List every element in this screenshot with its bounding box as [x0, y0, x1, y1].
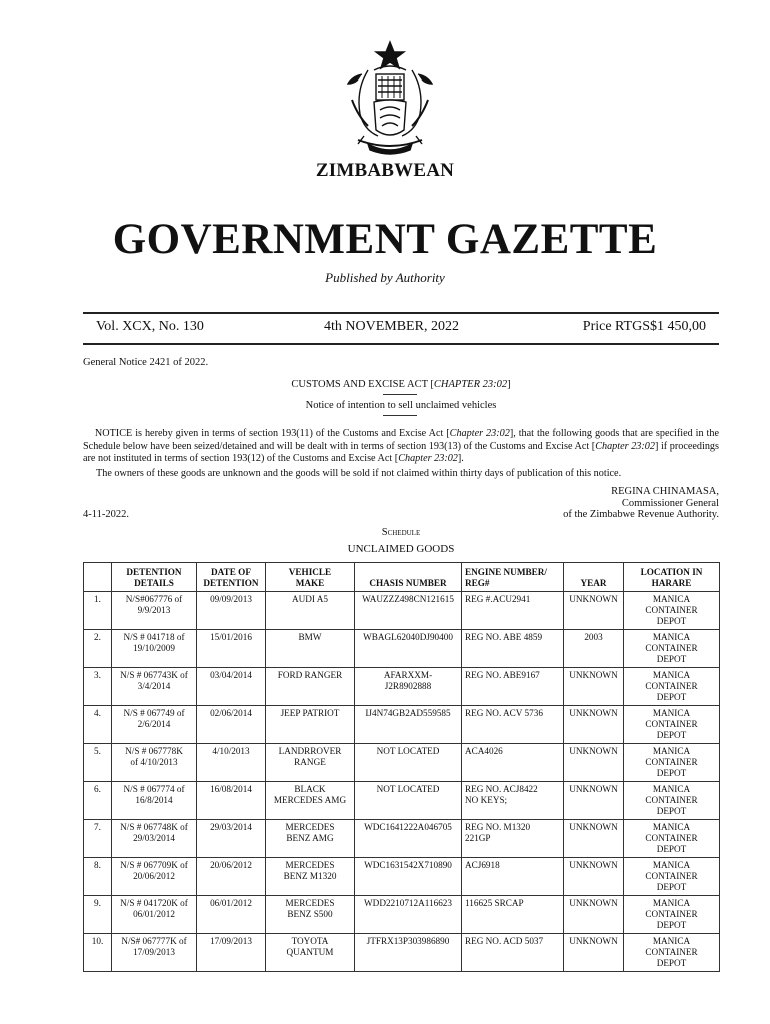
cell-detention-details: N/S # 067743K of 3/4/2014 — [112, 668, 197, 706]
cell-vehicle-make: MERCEDES BENZ M1320 — [266, 858, 355, 896]
cell-detention-details: N/S#067776 of 9/9/2013 — [112, 592, 197, 630]
cell-location: MANICA CONTAINER DEPOT — [624, 630, 720, 668]
cell-engine-number: REG NO. ACJ8422 NO KEYS; — [462, 782, 564, 820]
masthead-subtitle: Published by Authority — [325, 270, 445, 285]
cell-year: UNKNOWN — [564, 934, 624, 972]
table-header-row — [84, 563, 720, 592]
header-detention-details: DETENTION DETAILS — [112, 563, 197, 592]
cell-date-of-detention: 06/01/2012 — [197, 896, 266, 934]
bottom-rule — [83, 343, 719, 345]
issue-volume: Vol. XCX, No. 130 — [96, 319, 204, 334]
cell-engine-number: REG #.ACU2941 — [462, 592, 564, 630]
heading-divider — [383, 415, 417, 416]
header-year: YEAR — [564, 563, 624, 592]
cell-engine-number: ACA4026 — [462, 744, 564, 782]
header-number — [84, 563, 112, 592]
cell-location: MANICA CONTAINER DEPOT — [624, 668, 720, 706]
signatory-org: of the Zimbabwe Revenue Authority. — [563, 509, 719, 520]
cell-number: 2. — [84, 630, 112, 668]
header-location: LOCATION IN HARARE — [624, 563, 720, 592]
cell-location: MANICA CONTAINER DEPOT — [624, 592, 720, 630]
cell-date-of-detention: 29/03/2014 — [197, 820, 266, 858]
cell-year: UNKNOWN — [564, 782, 624, 820]
cell-date-of-detention: 09/09/2013 — [197, 592, 266, 630]
cell-date-of-detention: 03/04/2014 — [197, 668, 266, 706]
table-row — [84, 630, 720, 668]
cell-date-of-detention: 15/01/2016 — [197, 630, 266, 668]
cell-number: 6. — [84, 782, 112, 820]
cell-chassis-number: WDC1641222A046705 — [355, 820, 462, 858]
cell-engine-number: 116625 SRCAP — [462, 896, 564, 934]
table-row — [84, 934, 720, 972]
cell-location: MANICA CONTAINER DEPOT — [624, 858, 720, 896]
act-title: CUSTOMS AND EXCISE ACT [CHAPTER 23:02] — [291, 379, 511, 390]
cell-detention-details: N/S # 067778K of 4/10/2013 — [112, 744, 197, 782]
cell-chassis-number: WAUZZZ498CN121615 — [355, 592, 462, 630]
cell-detention-details: N/S # 067709K of 20/06/2012 — [112, 858, 197, 896]
cell-year: UNKNOWN — [564, 706, 624, 744]
signatory-title: Commissioner General — [621, 498, 719, 509]
cell-detention-details: N/S # 041718 of 19/10/2009 — [112, 630, 197, 668]
header-date-of-detention: DATE OF DETENTION — [197, 563, 266, 592]
cell-year: UNKNOWN — [564, 820, 624, 858]
schedule-label: Schedule — [381, 527, 421, 538]
unclaimed-goods-table — [83, 562, 720, 972]
cell-year: UNKNOWN — [564, 592, 624, 630]
table-row — [84, 858, 720, 896]
cell-chassis-number: IJ4N74GB2AD559585 — [355, 706, 462, 744]
cell-number: 5. — [84, 744, 112, 782]
cell-location: MANICA CONTAINER DEPOT — [624, 896, 720, 934]
header-vehicle-make: VEHICLE MAKE — [266, 563, 355, 592]
cell-chassis-number: WBAGL62040DJ90400 — [355, 630, 462, 668]
cell-year: 2003 — [564, 630, 624, 668]
cell-location: MANICA CONTAINER DEPOT — [624, 782, 720, 820]
table-row — [84, 896, 720, 934]
notice-date: 4-11-2022. — [83, 509, 129, 520]
header-engine-number: ENGINE NUMBER/ REG# — [462, 563, 564, 592]
top-rule — [83, 312, 719, 314]
cell-number: 4. — [84, 706, 112, 744]
cell-vehicle-make: TOYOTA QUANTUM — [266, 934, 355, 972]
cell-engine-number: REG NO. ABE 4859 — [462, 630, 564, 668]
cell-location: MANICA CONTAINER DEPOT — [624, 934, 720, 972]
cell-year: UNKNOWN — [564, 668, 624, 706]
cell-vehicle-make: FORD RANGER — [266, 668, 355, 706]
act-divider — [383, 394, 417, 395]
cell-vehicle-make: LANDRROVER RANGE — [266, 744, 355, 782]
cell-engine-number: REG NO. ACV 5736 — [462, 706, 564, 744]
cell-detention-details: N/S# 067777K of 17/09/2013 — [112, 934, 197, 972]
table-row — [84, 592, 720, 630]
cell-detention-details: N/S # 067749 of 2/6/2014 — [112, 706, 197, 744]
cell-vehicle-make: BMW — [266, 630, 355, 668]
cell-chassis-number: WDD2210712A116623 — [355, 896, 462, 934]
cell-chassis-number: WDC1631542X710890 — [355, 858, 462, 896]
cell-number: 9. — [84, 896, 112, 934]
cell-date-of-detention: 02/06/2014 — [197, 706, 266, 744]
cell-location: MANICA CONTAINER DEPOT — [624, 744, 720, 782]
cell-year: UNKNOWN — [564, 896, 624, 934]
cell-date-of-detention: 4/10/2013 — [197, 744, 266, 782]
cell-date-of-detention: 16/08/2014 — [197, 782, 266, 820]
masthead-country: ZIMBABWEAN — [315, 160, 455, 181]
cell-number: 1. — [84, 592, 112, 630]
table-row — [84, 820, 720, 858]
cell-year: UNKNOWN — [564, 858, 624, 896]
cell-vehicle-make: JEEP PATRIOT — [266, 706, 355, 744]
notice-number: General Notice 2421 of 2022. — [83, 357, 209, 368]
table-row — [84, 706, 720, 744]
cell-vehicle-make: AUDI A5 — [266, 592, 355, 630]
cell-engine-number: REG NO. M1320 221GP — [462, 820, 564, 858]
issue-price: Price RTGS$1 450,00 — [582, 319, 706, 334]
issue-date: 4th NOVEMBER, 2022 — [324, 319, 459, 334]
table-row — [84, 668, 720, 706]
cell-number: 3. — [84, 668, 112, 706]
signatory-name: REGINA CHINAMASA, — [611, 486, 719, 497]
coat-of-arms-emblem — [338, 40, 442, 160]
cell-year: UNKNOWN — [564, 744, 624, 782]
table-row — [84, 744, 720, 782]
cell-location: MANICA CONTAINER DEPOT — [624, 820, 720, 858]
cell-engine-number: ACJ6918 — [462, 858, 564, 896]
cell-date-of-detention: 20/06/2012 — [197, 858, 266, 896]
cell-location: MANICA CONTAINER DEPOT — [624, 706, 720, 744]
table-row — [84, 782, 720, 820]
notice-paragraph-1: NOTICE is hereby given in terms of section 193(11) of the Customs and Excise Act [Chapter 23:02], that the following goods that are specified in the Schedule below have been seized/detained and will be dealt with in terms of section 193(13) of the Customs and Excise Act [Chapter 23:02] if proceedings are not instituted in terms of section 193(12) of the Customs and Excise Act [Chapter 23:02]. — [83, 428, 719, 464]
cell-date-of-detention: 17/09/2013 — [197, 934, 266, 972]
cell-vehicle-make: MERCEDES BENZ S500 — [266, 896, 355, 934]
cell-number: 7. — [84, 820, 112, 858]
cell-detention-details: N/S # 067748K of 29/03/2014 — [112, 820, 197, 858]
cell-chassis-number: NOT LOCATED — [355, 744, 462, 782]
cell-number: 8. — [84, 858, 112, 896]
cell-chassis-number: AFARXXM- J2R8902888 — [355, 668, 462, 706]
cell-vehicle-make: BLACK MERCEDES AMG — [266, 782, 355, 820]
schedule-title: UNCLAIMED GOODS — [347, 543, 455, 555]
cell-chassis-number: NOT LOCATED — [355, 782, 462, 820]
masthead-title: GOVERNMENT GAZETTE — [112, 216, 658, 263]
cell-detention-details: N/S # 067774 of 16/8/2014 — [112, 782, 197, 820]
notice-heading: Notice of intention to sell unclaimed vehicles — [305, 400, 497, 411]
cell-number: 10. — [84, 934, 112, 972]
cell-engine-number: REG NO. ABE9167 — [462, 668, 564, 706]
cell-chassis-number: JTFRX13P303986890 — [355, 934, 462, 972]
cell-detention-details: N/S # 041720K of 06/01/2012 — [112, 896, 197, 934]
notice-paragraph-2: The owners of these goods are unknown and the goods will be sold if not claimed within thirty days of publication of this notice. — [96, 468, 622, 479]
header-chassis-number: CHASIS NUMBER — [355, 563, 462, 592]
cell-vehicle-make: MERCEDES BENZ AMG — [266, 820, 355, 858]
cell-engine-number: REG NO. ACD 5037 — [462, 934, 564, 972]
